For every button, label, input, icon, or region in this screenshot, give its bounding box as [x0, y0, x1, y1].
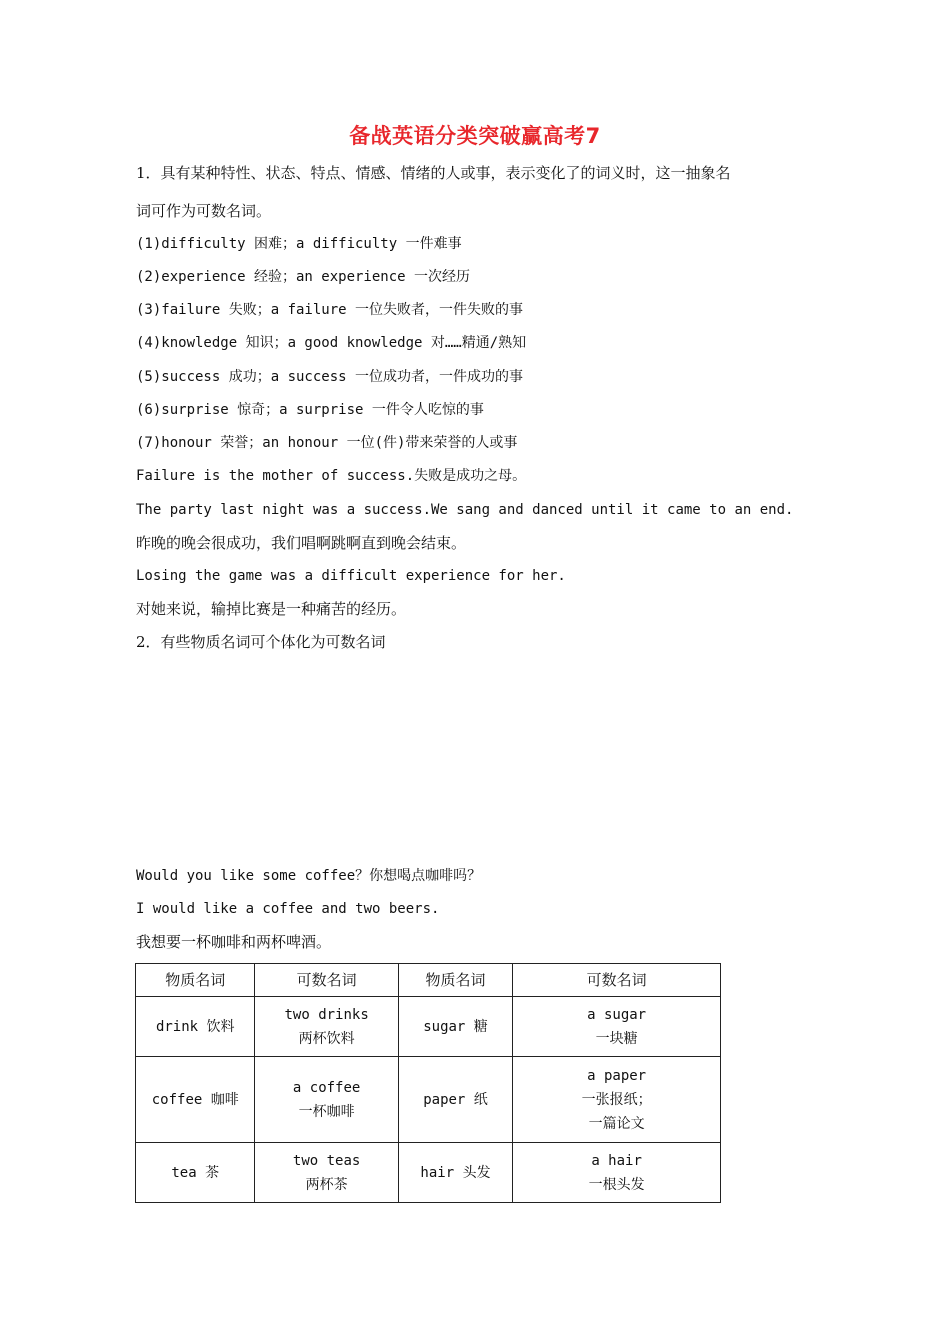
- list-item: (5)success 成功；a success 一位成功者，一件成功的事: [136, 369, 524, 385]
- list-item: (1)difficulty 困难；a difficulty 一件难事: [136, 236, 462, 252]
- list-item: (4)knowledge 知识；a good knowledge 对……精通/熟知: [136, 335, 527, 351]
- list-item: (6)surprise 惊奇；a surprise 一件令人吃惊的事: [136, 402, 484, 418]
- document-title: 备战英语分类突破赢高考7: [349, 124, 601, 148]
- example-translation: 昨晚的晚会很成功，我们唱啊跳啊直到晚会结束。: [136, 534, 467, 552]
- table-cell: drink 饮料: [136, 997, 255, 1057]
- list-item: (7)honour 荣誉；an honour 一位(件)带来荣誉的人或事: [136, 435, 518, 451]
- list-item: (2)experience 经验；an experience 一次经历: [136, 269, 471, 285]
- table-cell: coffee 咖啡: [136, 1057, 255, 1143]
- table-header-cell: 物质名词: [136, 964, 255, 997]
- example-sentence: The party last night was a success.We sang and danced until it came to an end.: [136, 502, 794, 518]
- table-cell: [513, 1143, 721, 1203]
- cell-text: a coffee: [292, 1079, 361, 1096]
- table-cell: [255, 1057, 398, 1143]
- example-sentence: Losing the game was a difficult experience for her.: [136, 568, 566, 584]
- example-sentence: Failure is the mother of success.失败是成功之母。: [136, 468, 527, 484]
- table-cell: [513, 1057, 721, 1143]
- table-cell: tea 茶: [136, 1143, 255, 1203]
- cell-text: 一篇论文: [588, 1115, 645, 1132]
- table-header-row: [136, 964, 721, 997]
- cell-text: 两杯饮料: [298, 1030, 355, 1047]
- cell-text: a sugar: [587, 1006, 647, 1023]
- example-sentence: Would you like some coffee？你想喝点咖啡吗？: [136, 868, 482, 884]
- cell-text: 一块糖: [595, 1030, 638, 1047]
- example-translation: 对她来说，输掉比赛是一种痛苦的经历。: [136, 600, 407, 618]
- cell-text: 两杯茶: [305, 1176, 348, 1193]
- cell-text: 一根头发: [588, 1176, 645, 1193]
- section1-heading-line1: 1．具有某种特性、状态、特点、情感、情绪的人或事，表示变化了的词义时，这一抽象名: [136, 164, 731, 182]
- table-row: [136, 1143, 721, 1203]
- table-header-cell: 可数名词: [255, 964, 398, 997]
- section2-heading: 2．有些物质名词可个体化为可数名词: [136, 633, 386, 651]
- table-cell: paper 纸: [398, 1057, 512, 1143]
- cell-text: 一杯咖啡: [298, 1103, 355, 1120]
- table-header-cell: 物质名词: [398, 964, 512, 997]
- cell-text: a hair: [591, 1152, 642, 1169]
- example-translation: 我想要一杯咖啡和两杯啤酒。: [136, 933, 332, 951]
- cell-text: a paper: [587, 1067, 647, 1084]
- table-row: [136, 1057, 721, 1143]
- table-cell: [513, 997, 721, 1057]
- example-sentence: I would like a coffee and two beers.: [136, 901, 440, 917]
- list-item: (3)failure 失败；a failure 一位失败者，一件失败的事: [136, 302, 524, 318]
- table-cell: [255, 1143, 398, 1203]
- cell-text: 一张报纸；: [581, 1091, 652, 1108]
- table-row: [136, 997, 721, 1057]
- noun-table: [135, 963, 721, 1203]
- table-cell: sugar 糖: [398, 997, 512, 1057]
- cell-text: two teas: [292, 1152, 361, 1169]
- table-cell: [255, 997, 398, 1057]
- table-cell: hair 头发: [398, 1143, 512, 1203]
- table-header-cell: 可数名词: [513, 964, 721, 997]
- cell-text: two drinks: [284, 1006, 369, 1023]
- section1-heading-line2: 词可作为可数名词。: [136, 202, 272, 220]
